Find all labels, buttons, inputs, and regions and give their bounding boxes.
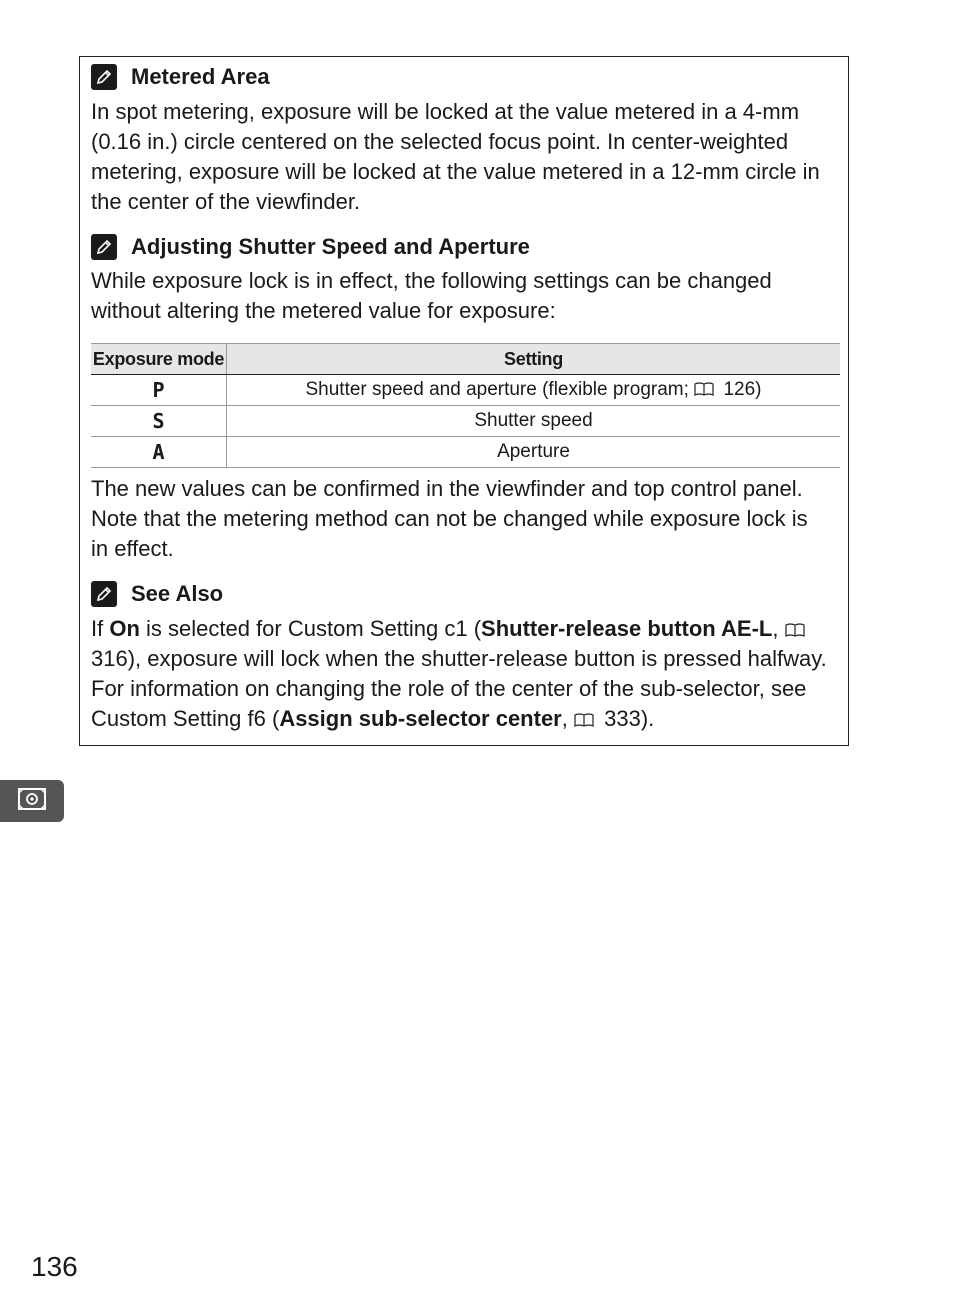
book-reference-icon xyxy=(574,713,594,727)
table-row xyxy=(91,437,840,468)
table-row xyxy=(91,375,840,406)
table-cell-setting: Shutter speed and aperture (flexible program; 126) xyxy=(227,375,841,406)
note-heading-metered-area xyxy=(91,63,270,91)
table-header-setting: Setting xyxy=(227,344,841,375)
note-body: In spot metering, exposure will be locked at the value metered in a 4-mm (0.16 in.) circle centered on the selected focus point. In center-weighted metering, exposure will be locked at the value metered in a 12-mm circle in the center of the viewfinder. xyxy=(91,99,820,214)
note-title: Adjusting Shutter Speed and Aperture xyxy=(131,234,530,259)
note-body-see-also: If On is selected for Custom Setting c1 (Shutter-release button AE-L, 316), exposure will lock when the shutter-release button is pressed halfway. For information on changing the role of the center of the sub-selector, see Custom Setting f6 (Assign sub-selector center, 333). xyxy=(91,616,827,731)
table-cell-mode: S xyxy=(91,406,227,437)
book-reference-icon xyxy=(785,623,805,637)
chapter-side-tab xyxy=(0,780,64,822)
exposure-mode-table xyxy=(91,343,840,468)
note-title: Metered Area xyxy=(131,64,270,89)
table-header-mode: Exposure mode xyxy=(91,344,227,375)
table-cell-mode: A xyxy=(91,437,227,468)
note-heading-adjusting xyxy=(91,233,530,261)
table-cell-setting: Aperture xyxy=(227,437,841,468)
note-heading-see-also xyxy=(91,580,223,608)
metering-icon xyxy=(17,787,47,816)
note-title: See Also xyxy=(131,581,224,606)
note-body: While exposure lock is in effect, the following settings can be changed without altering the metered value for exposure: xyxy=(91,268,772,323)
table-row xyxy=(91,406,840,437)
book-reference-icon xyxy=(694,382,714,396)
pencil-icon xyxy=(91,64,117,90)
page-number: 136 xyxy=(31,1251,78,1282)
table-header-row xyxy=(91,344,840,375)
pencil-icon xyxy=(91,581,117,607)
note-box xyxy=(79,56,849,746)
table-cell-mode: P xyxy=(91,375,227,406)
pencil-icon xyxy=(91,234,117,260)
note-body: The new values can be confirmed in the viewfinder and top control panel. Note that the metering method can not be changed while exposure lock is in effect. xyxy=(91,476,808,561)
table-cell-setting: Shutter speed xyxy=(227,406,841,437)
